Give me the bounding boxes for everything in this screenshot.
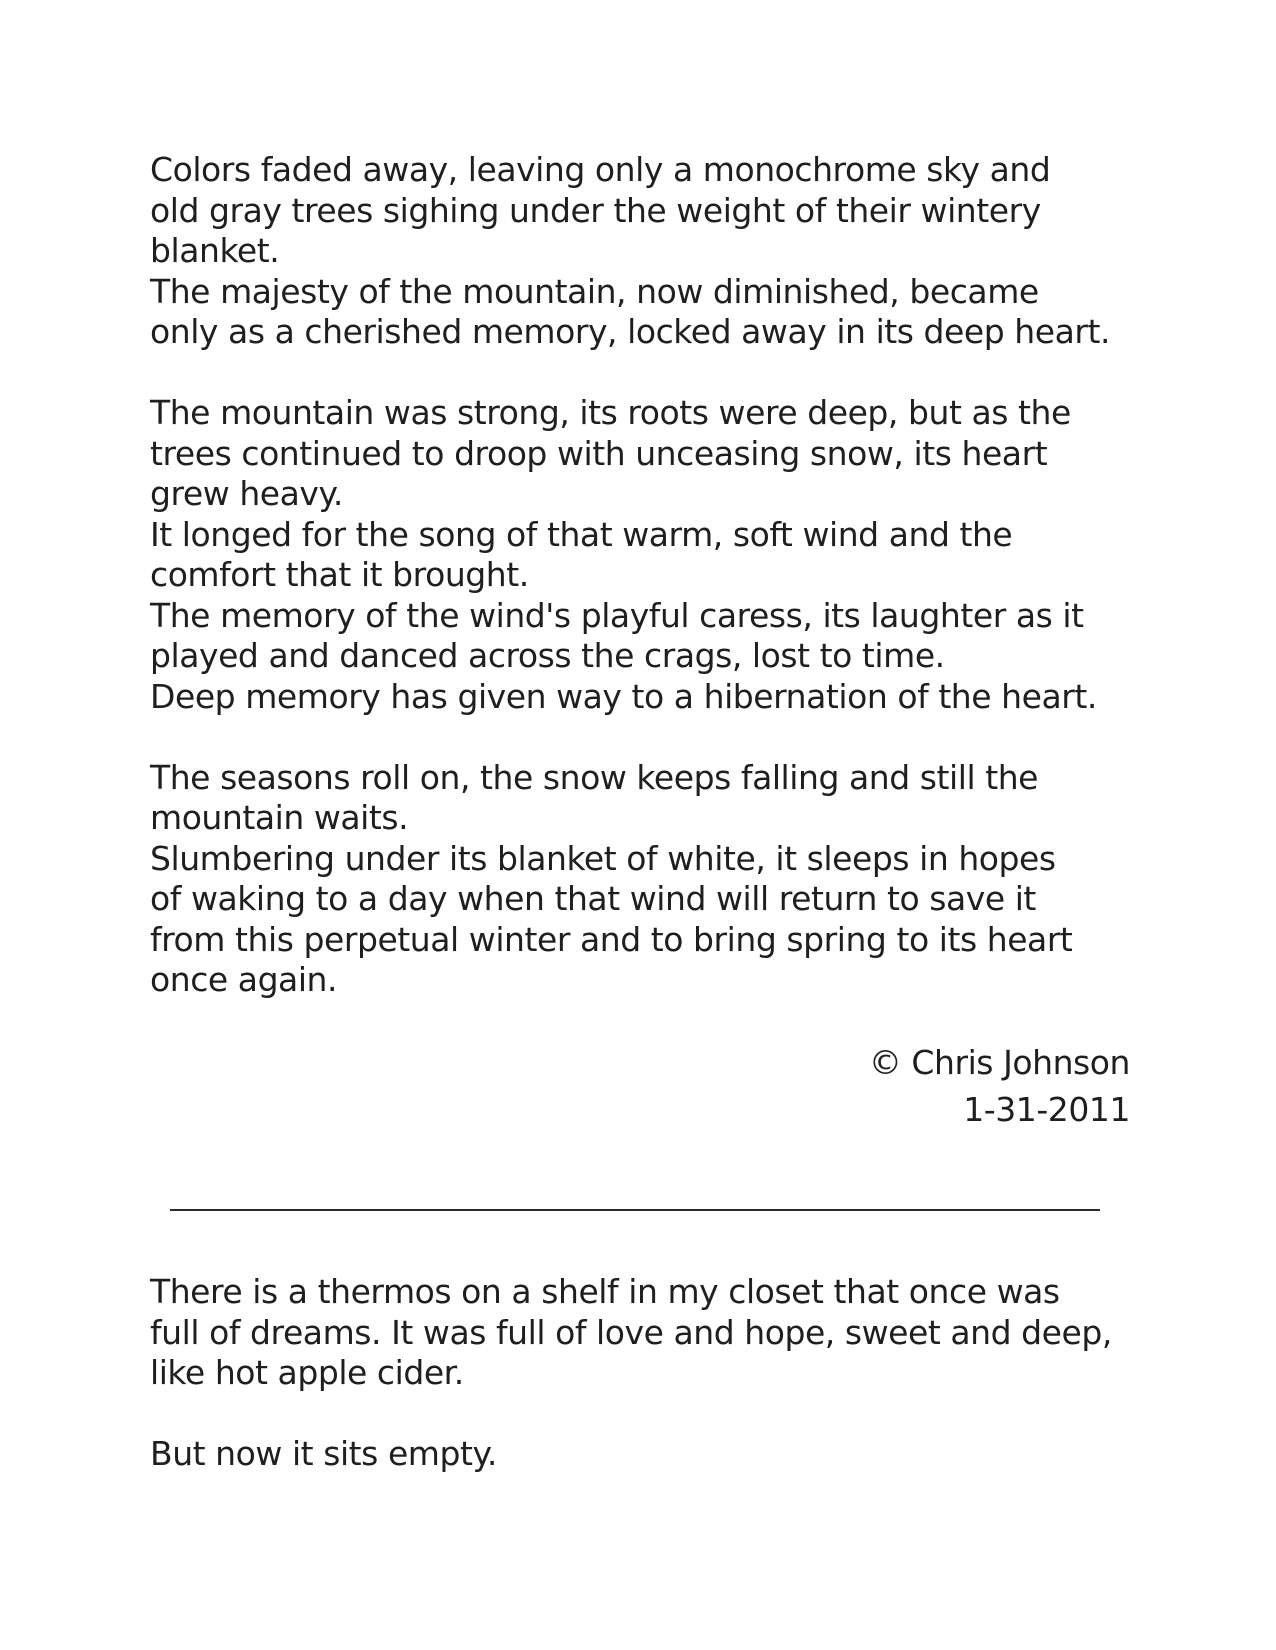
poem-line: mountain waits. bbox=[150, 798, 409, 837]
poem-line: Deep memory has given way to a hibernation of the heart. bbox=[150, 676, 1097, 716]
poem-line: Colors faded away, leaving only a monochrome sky and bbox=[150, 150, 1051, 189]
poem-line: played and danced across the crags, lost to time. bbox=[150, 636, 945, 675]
poem-line: The majesty of the mountain, now diminished, became bbox=[150, 271, 1039, 311]
poem-line: There is a thermos on a shelf in my closet that once was bbox=[150, 1272, 1060, 1311]
poem-1-stanza-3 bbox=[150, 758, 1130, 1001]
poem-line: old gray trees sighing under the weight of their wintery bbox=[150, 190, 1041, 230]
poem-line: like hot apple cider. bbox=[150, 1353, 464, 1392]
poem-1-stanza-1 bbox=[150, 150, 1130, 353]
poem-line: from this perpetual winter and to bring spring to its heart bbox=[150, 919, 1073, 959]
poem-line: comfort that it brought. bbox=[150, 555, 529, 594]
poem-line: But now it sits empty. bbox=[150, 1434, 497, 1473]
poem-date: 1-31-2011 bbox=[963, 1089, 1130, 1129]
poem-line: once again. bbox=[150, 960, 338, 999]
poem-1-stanza-2 bbox=[150, 393, 1130, 717]
poem-line: full of dreams. It was full of love and hope, sweet and deep, bbox=[150, 1312, 1112, 1352]
poem-line: trees continued to droop with unceasing snow, its heart bbox=[150, 433, 1048, 473]
poem-line: grew heavy. bbox=[150, 474, 343, 513]
section-divider bbox=[170, 1209, 1100, 1211]
poem-2-stanza-2 bbox=[150, 1434, 1130, 1475]
poem-line: The seasons roll on, the snow keeps falling and still the bbox=[150, 757, 1039, 797]
signature-block bbox=[150, 1039, 1130, 1133]
poem-line: The mountain was strong, its roots were deep, but as the bbox=[150, 393, 1071, 432]
copyright-author: © Chris Johnson bbox=[868, 1042, 1130, 1082]
poem-line: The memory of the wind's playful caress, its laughter as it bbox=[150, 595, 1084, 635]
poem-line: of waking to a day when that wind will return to save it bbox=[150, 879, 1036, 918]
poem-line: blanket. bbox=[150, 231, 280, 270]
poem-2 bbox=[150, 1272, 1130, 1475]
poem-line: It longed for the song of that warm, soft wind and the bbox=[150, 514, 1013, 554]
poem-line: only as a cherished memory, locked away in its deep heart. bbox=[150, 312, 1111, 351]
poem-line: Slumbering under its blanket of white, it sleeps in hopes bbox=[150, 838, 1056, 878]
poem-1 bbox=[150, 150, 1130, 1133]
poem-2-stanza-1 bbox=[150, 1272, 1130, 1394]
